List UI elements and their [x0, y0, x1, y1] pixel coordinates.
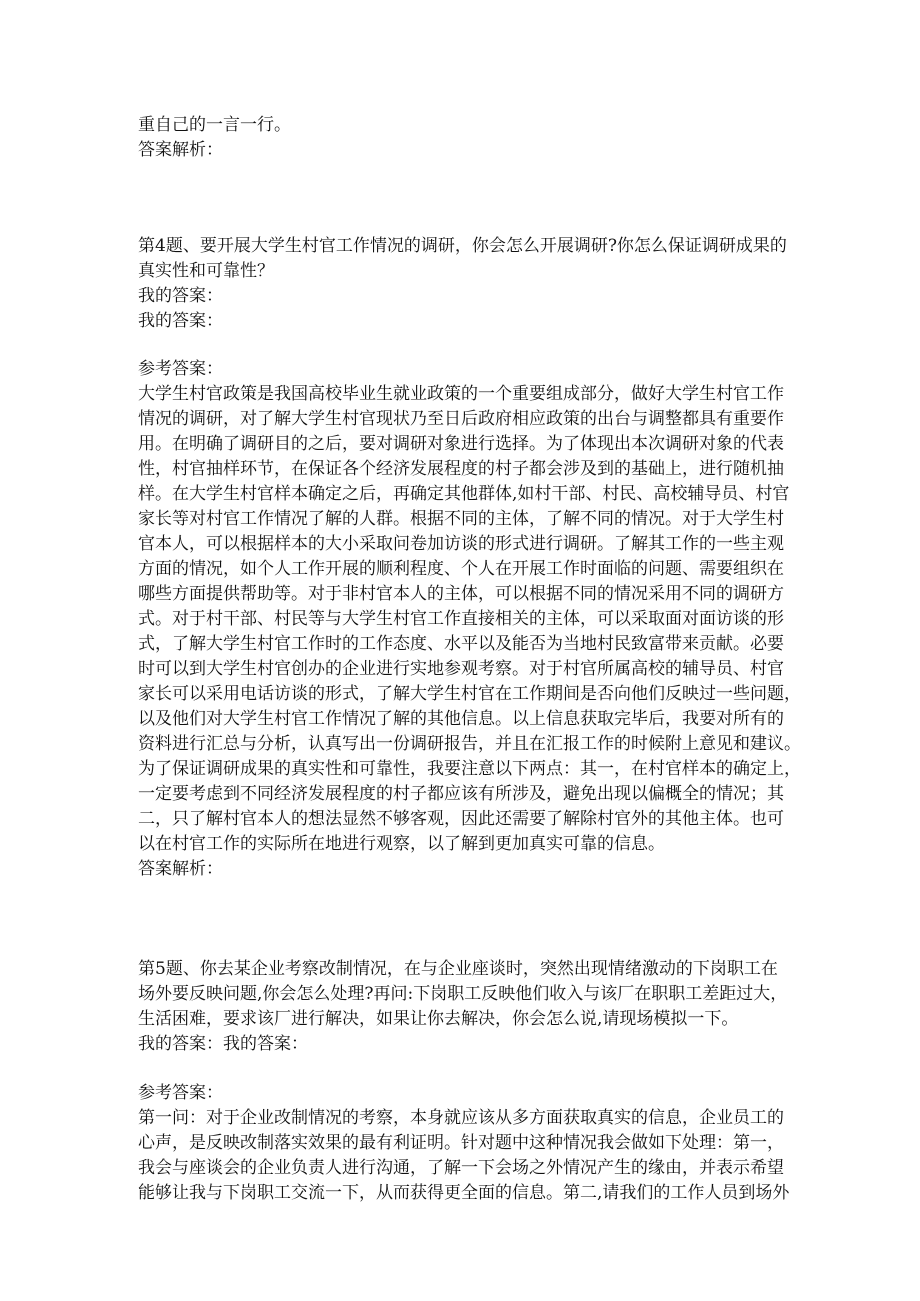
text-line: 家长可以采用电话访谈的形式，了解大学生村官在工作期间是否向他们反映过一些问题，	[138, 684, 801, 704]
text-line: 为了保证调研成果的真实性和可靠性，我要注意以下两点：其一，在村官样本的确定上，	[138, 759, 801, 779]
text-line: 家长等对村官工作情况了解的人群。根据不同的主体，了解不同的情况。对于大学生村	[138, 509, 784, 529]
text-line: 哪些方面提供帮助等。对于非村官本人的主体，可以根据不同的情况采用不同的调研方	[138, 584, 784, 604]
text-line: 二，只了解村官本人的想法显然不够客观，因此还需要了解除村官外的其他主体。也可	[138, 809, 784, 829]
text-line: 时可以到大学生村官创办的企业进行实地参观考察。对于村官所属高校的辅导员、村官	[138, 659, 784, 679]
question-4-title: 真实性和可靠性？	[138, 261, 274, 281]
text-line: 大学生村官政策是我国高校毕业生就业政策的一个重要组成部分，做好大学生村官工作	[138, 384, 784, 404]
text-line: 式，了解大学生村官工作时的工作态度、水平以及能否为当地村民致富带来贡献。必要	[138, 634, 784, 654]
question-5-title: 场外要反映问题,你会怎么处理?再问:下岗职工反映他们收入与该厂在职职工差距过大，	[138, 984, 788, 1004]
text-line: 一定要考虑到不同经济发展程度的村子都应该有所涉及，避免出现以偏概全的情况；其	[138, 784, 784, 804]
text-line: 重自己的一言一行。	[138, 115, 291, 135]
my-answer-label: 我的答案：	[138, 311, 223, 331]
text-line: 以及他们对大学生村官工作情况了解的其他信息。以上信息获取完毕后，我要对所有的	[138, 709, 784, 729]
text-line: 情况的调研，对了解大学生村官现状乃至日后政府相应政策的出台与调整都具有重要作	[138, 409, 784, 429]
text-line: 心声，是反映改制落实效果的最有利证明。针对题中这种情况我会做如下处理：第一，	[138, 1133, 784, 1153]
text-line: 资料进行汇总与分析，认真写出一份调研报告，并且在汇报工作的时候附上意见和建议。	[138, 734, 801, 754]
question-5-title: 生活困难，要求该厂进行解决，如果让你去解决，你会怎么说,请现场模拟一下。	[138, 1009, 739, 1029]
question-5-title: 第5题、你去某企业考察改制情况，在与企业座谈时，突然出现情绪激动的下岗职工在	[138, 959, 778, 979]
reference-answer-label: 参考答案：	[138, 1083, 223, 1103]
my-answer-label: 我的答案：我的答案：	[138, 1034, 308, 1054]
reference-answer-label: 参考答案：	[138, 359, 223, 379]
text-line: 以在村官工作的实际所在地进行观察，以了解到更加真实可靠的信息。	[138, 834, 665, 854]
text-line: 用。在明确了调研目的之后，要对调研对象进行选择。为了体现出本次调研对象的代表	[138, 434, 784, 454]
answer-analysis-label: 答案解析：	[138, 140, 223, 160]
text-line: 样。在大学生村官样本确定之后，再确定其他群体,如村干部、村民、高校辅导员、村官	[138, 484, 790, 504]
answer-analysis-label: 答案解析：	[138, 859, 223, 879]
text-line: 式。对于村干部、村民等与大学生村官工作直接相关的主体，可以采取面对面访谈的形	[138, 609, 784, 629]
text-line: 官本人，可以根据样本的大小采取问卷加访谈的形式进行调研。了解其工作的一些主观	[138, 534, 784, 554]
text-line: 第一问：对于企业改制情况的考察，本身就应该从多方面获取真实的信息，企业员工的	[138, 1108, 784, 1128]
text-line: 能够让我与下岗职工交流一下，从而获得更全面的信息。第二,请我们的工作人员到场外	[138, 1183, 790, 1203]
text-line: 我会与座谈会的企业负责人进行沟通，了解一下会场之外情况产生的缘由，并表示希望	[138, 1158, 784, 1178]
text-line: 性，村官抽样环节，在保证各个经济发展程度的村子都会涉及到的基础上，进行随机抽	[138, 459, 784, 479]
question-4-title: 第4题、要开展大学生村官工作情况的调研，你会怎么开展调研?你怎么保证调研成果的	[138, 236, 787, 256]
text-line: 方面的情况，如个人工作开展的顺利程度、个人在开展工作时面临的问题、需要组织在	[138, 559, 784, 579]
my-answer-label: 我的答案：	[138, 286, 223, 306]
